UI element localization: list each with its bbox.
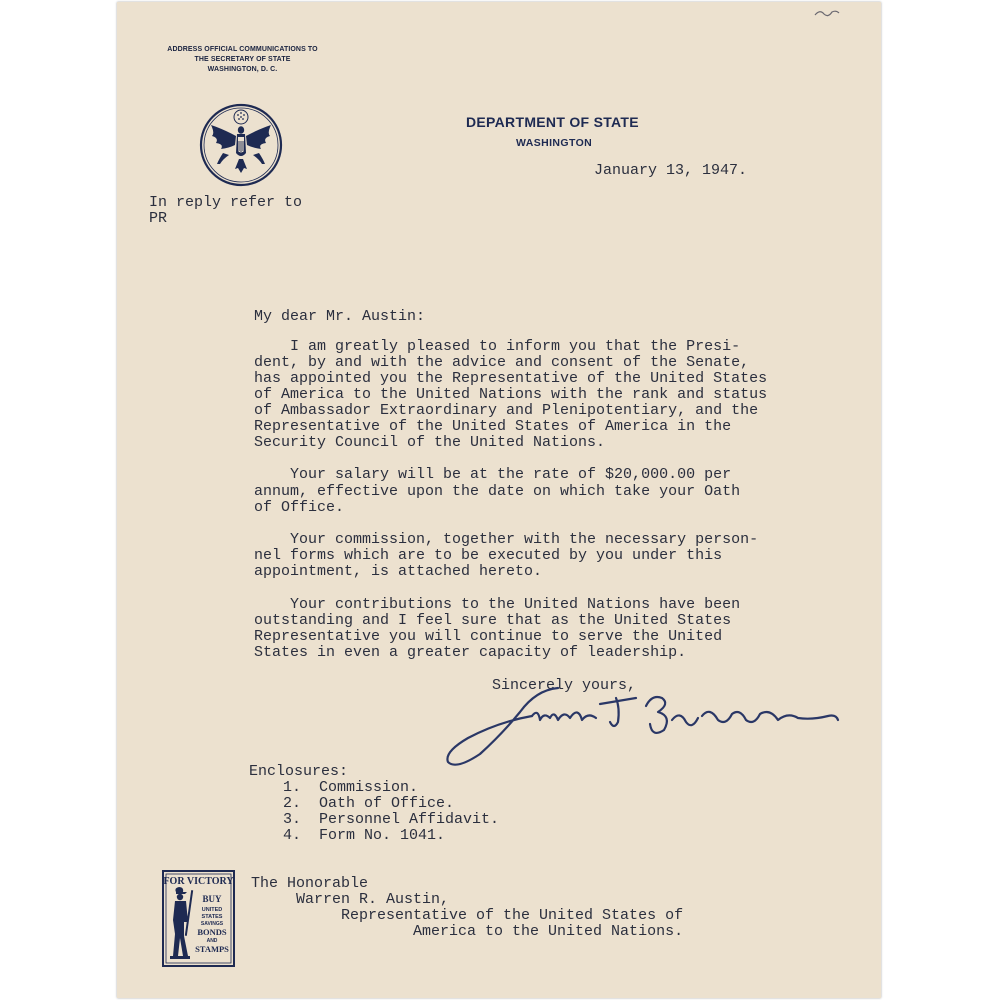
body-line: Your commission, together with the necessary person- xyxy=(254,531,759,548)
addressee-line: Representative of the United States of xyxy=(251,907,684,924)
addressee-line: America to the United Nations. xyxy=(251,923,684,940)
pencil-mark xyxy=(812,6,842,20)
reference-line-2: PR xyxy=(149,210,168,227)
body-line: of America to the United Nations with the rank and status xyxy=(254,386,768,403)
enclosure-item: 4. Form No. 1041. xyxy=(283,827,446,844)
stamp-line: STATES xyxy=(201,914,223,920)
letter-date: January 13, 1947. xyxy=(594,162,748,179)
salutation: My dear Mr. Austin: xyxy=(254,308,426,325)
body-line: nel forms which are to be executed by you under this xyxy=(254,547,723,564)
enclosure-item: 3. Personnel Affidavit. xyxy=(283,811,500,828)
stamp-line: UNITED xyxy=(201,907,223,913)
stamp-line: BUY xyxy=(202,894,222,904)
body-line: Representative of the United States of America in the xyxy=(254,418,732,435)
body-line: Your salary will be at the rate of $20,000.00 per xyxy=(254,466,732,483)
stamp-line: AND xyxy=(206,938,218,944)
body-line: has appointed you the Representative of the United States xyxy=(254,370,768,387)
address-line-3: WASHINGTON, D. C. xyxy=(207,66,278,73)
signature xyxy=(440,676,860,776)
address-line-2: THE SECRETARY OF STATE xyxy=(194,56,291,63)
body-line: Representative you will continue to serve the United xyxy=(254,628,723,645)
stamp-line: STAMPS xyxy=(195,944,229,954)
body-line: I am greatly pleased to inform you that the Presi- xyxy=(254,338,741,355)
closing: Sincerely yours, xyxy=(492,677,637,694)
stamp-line: SAVINGS xyxy=(200,921,224,927)
great-seal-icon xyxy=(199,103,283,187)
victory-bonds-stamp xyxy=(162,870,235,967)
body-line: Your contributions to the United Nations have been xyxy=(254,596,741,613)
body-line: Security Council of the United Nations. xyxy=(254,434,606,451)
addressee-line: Warren R. Austin, xyxy=(251,891,450,908)
body-line: outstanding and I feel sure that as the United States xyxy=(254,612,732,629)
stamp-title: FOR VICTORY xyxy=(163,876,234,887)
city-heading: WASHINGTON xyxy=(516,137,593,149)
reference-line-1: In reply refer to xyxy=(149,194,303,211)
body-line: dent, by and with the advice and consent of the Senate, xyxy=(254,354,750,371)
body-line: States in even a greater capacity of leadership. xyxy=(254,644,687,661)
body-line: annum, effective upon the date on which take your Oath xyxy=(254,483,741,500)
enclosure-item: 2. Oath of Office. xyxy=(283,795,455,812)
body-line: of Ambassador Extraordinary and Plenipotentiary, and the xyxy=(254,402,759,419)
body-line: of Office. xyxy=(254,499,345,516)
addressee-line: The Honorable xyxy=(251,875,369,892)
department-heading: DEPARTMENT OF STATE xyxy=(466,114,639,130)
stamp-line: BONDS xyxy=(197,927,227,937)
address-line-1: ADDRESS OFFICIAL COMMUNICATIONS TO xyxy=(167,46,318,53)
body-line: appointment, is attached hereto. xyxy=(254,563,543,580)
enclosures-heading: Enclosures: xyxy=(249,763,349,780)
enclosure-item: 1. Commission. xyxy=(283,779,419,796)
